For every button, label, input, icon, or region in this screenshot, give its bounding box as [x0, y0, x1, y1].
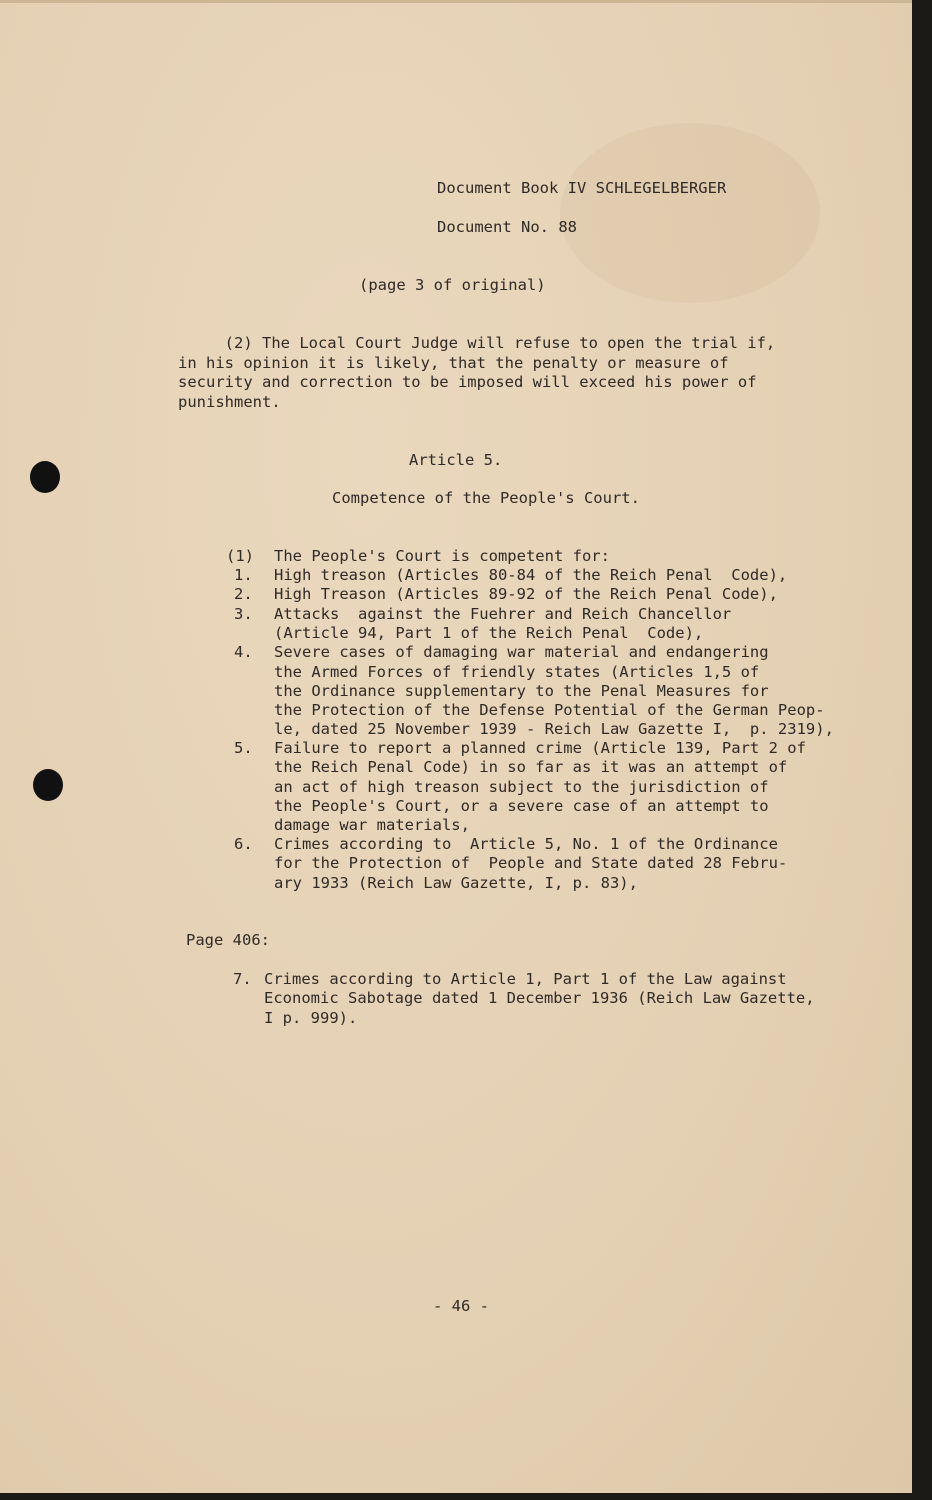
- list-item-line: Crimes according to Article 1, Part 1 of the Law against: [264, 970, 787, 988]
- list-item-line: the People's Court, or a severe case of an attempt to: [274, 797, 769, 815]
- doc-book-label: Document Book IV SCHLEGELBERGER: [437, 179, 727, 197]
- list-item-line: I p. 999).: [264, 1009, 358, 1027]
- list-item-number: 3.: [234, 605, 253, 623]
- list-item-line: Attacks against the Fuehrer and Reich Chancellor: [274, 605, 732, 623]
- list-item-line: (Article 94, Part 1 of the Reich Penal Code),: [274, 624, 704, 642]
- article-subtitle: Competence of the People's Court.: [332, 489, 640, 507]
- list-item-line: Economic Sabotage dated 1 December 1936 (Reich Law Gazette,: [264, 989, 815, 1007]
- list-item-line: le, dated 25 November 1939 - Reich Law Gazette I, p. 2319),: [274, 720, 834, 738]
- punch-hole-bottom: [33, 769, 63, 801]
- list-item-line: for the Protection of People and State dated 28 Febru-: [274, 854, 788, 872]
- list-item-line: the Protection of the Defense Potential of the German Peop-: [274, 701, 825, 719]
- list-item-number: 4.: [234, 643, 253, 661]
- doc-number: Document No. 88: [437, 218, 577, 236]
- list-item-line: Failure to report a planned crime (Article 139, Part 2 of: [274, 739, 806, 757]
- paragraph-line: punishment.: [178, 393, 281, 411]
- paragraph-line: (2) The Local Court Judge will refuse to open the trial if,: [178, 334, 776, 352]
- list-item-line: ary 1933 (Reich Law Gazette, I, p. 83),: [274, 874, 638, 892]
- list-item-line: the Reich Penal Code) in so far as it was an attempt of: [274, 758, 788, 776]
- page-marker: Page 406:: [186, 931, 270, 949]
- list-item-number: 6.: [234, 835, 253, 853]
- list-item-line: an act of high treason subject to the jurisdiction of: [274, 778, 769, 796]
- list-item-number: 7.: [233, 970, 252, 988]
- article-title: Article 5.: [409, 451, 503, 469]
- page-number: - 46 -: [433, 1297, 489, 1315]
- list-item-line: the Armed Forces of friendly states (Articles 1,5 of: [274, 663, 760, 681]
- list-intro-text: The People's Court is competent for:: [274, 547, 610, 565]
- list-intro-number: (1): [226, 547, 254, 565]
- page-reference: (page 3 of original): [359, 276, 546, 294]
- list-item-line: the Ordinance supplementary to the Penal Measures for: [274, 682, 769, 700]
- list-item-line: damage war materials,: [274, 816, 470, 834]
- punch-hole-top: [30, 461, 60, 493]
- list-item-line: High treason (Articles 80-84 of the Reich Penal Code),: [274, 566, 788, 584]
- list-item-line: High Treason (Articles 89-92 of the Reich Penal Code),: [274, 585, 778, 603]
- paper-stain: [560, 123, 820, 303]
- list-item-number: 2.: [234, 585, 253, 603]
- list-item-line: Crimes according to Article 5, No. 1 of the Ordinance: [274, 835, 778, 853]
- list-item-number: 1.: [234, 566, 253, 584]
- paragraph-line: in his opinion it is likely, that the penalty or measure of: [178, 354, 729, 372]
- paragraph-line: security and correction to be imposed will exceed his power of: [178, 373, 757, 391]
- list-item-line: Severe cases of damaging war material and endangering: [274, 643, 769, 661]
- list-item-number: 5.: [234, 739, 253, 757]
